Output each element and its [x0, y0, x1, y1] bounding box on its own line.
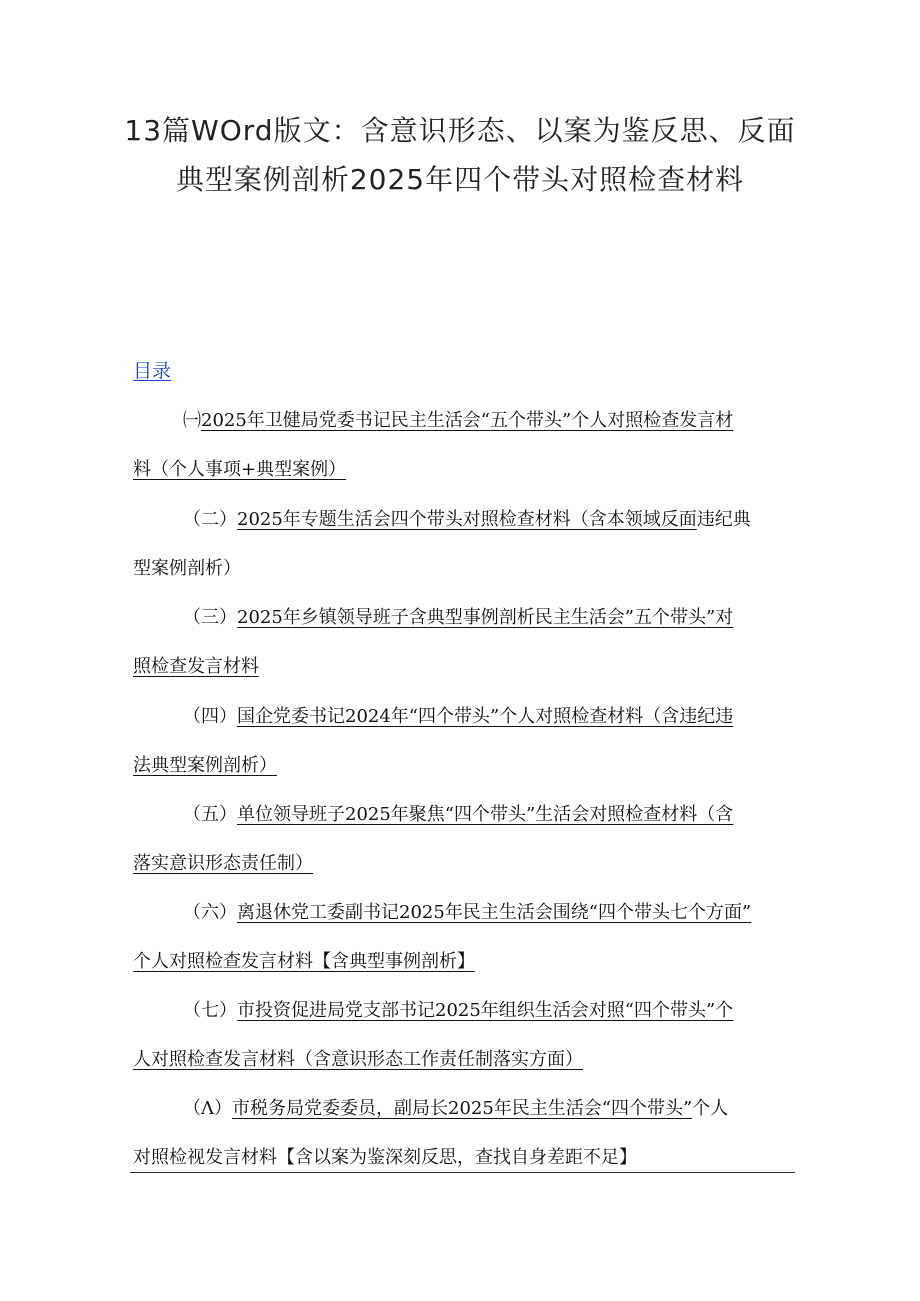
toc-entry-text: 型案例剖析）	[133, 558, 241, 579]
toc-entry-link[interactable]: 离退休党工委副书记2025年民主生活会围绕“四个带头七个方面”	[237, 902, 752, 923]
bottom-divider	[130, 1172, 795, 1173]
toc-entry-link[interactable]: 2025年卫健局党委书记民主生活会“五个带头”个人对照检查发言材	[201, 410, 734, 431]
toc-entry-link[interactable]: 料（个人事项+典型案例）	[133, 459, 347, 480]
toc-entry-number: ㈠	[183, 410, 201, 431]
toc-entry-number: （七）	[183, 1000, 237, 1021]
toc-entry-number: （Λ）	[183, 1098, 232, 1119]
toc-entry-link[interactable]: 2025年专题生活会四个带头对照检查材料（含本领域反面	[237, 509, 697, 530]
toc-entry-link[interactable]: 单位领导班子2025年聚焦“四个带头”生活会对照检查材料（含	[237, 804, 734, 825]
toc-entry-link[interactable]: 照检查发言材料	[133, 656, 259, 677]
toc-entry-link[interactable]: 国企党委书记2024年“四个带头”个人对照检查材料（含违纪违	[237, 706, 734, 727]
document-title-line-2: 典型案例剖析2025年四个带头对照检查材料	[175, 163, 745, 196]
toc-entry-text: 对照检视发言材料【含以案为鉴深刻反思，查找自身差距不足】	[133, 1147, 637, 1168]
toc-entry-link[interactable]: 落实意识形态责任制）	[133, 853, 313, 874]
toc-entry-number: （六）	[183, 902, 237, 923]
document-title-line-1: 13篇WOrd版文：含意识形态、以案为鉴反思、反面	[124, 114, 796, 147]
toc-entry-link[interactable]: 法典型案例剖析）	[133, 755, 277, 776]
toc-entry-link[interactable]: 个人对照检查发言材料【含典型事例剖析】	[133, 951, 475, 972]
toc-entry-link[interactable]: 人对照检查发言材料（含意识形态工作责任制落实方面）	[133, 1049, 583, 1070]
toc-entry-link[interactable]: 市投资促进局党支部书记2025年组织生活会对照“四个带头”个	[237, 1000, 734, 1021]
toc-entry-number: （三）	[183, 607, 237, 628]
toc-entry-text: 违纪典	[696, 509, 751, 530]
toc-entry-number: （五）	[183, 804, 237, 825]
toc-entry-link[interactable]: 2025年乡镇领导班子含典型事例剖析民主生活会”五个带头”对	[237, 607, 734, 628]
toc-entry-link[interactable]: 市税务局党委委员，副局长2025年民主生活会“四个带头”	[232, 1098, 693, 1119]
toc-entry-text: 个人	[692, 1098, 729, 1119]
toc-entry-number: （二）	[183, 509, 237, 530]
toc-heading-link[interactable]: 目录	[133, 360, 172, 382]
toc-entry-number: （四）	[183, 706, 237, 727]
